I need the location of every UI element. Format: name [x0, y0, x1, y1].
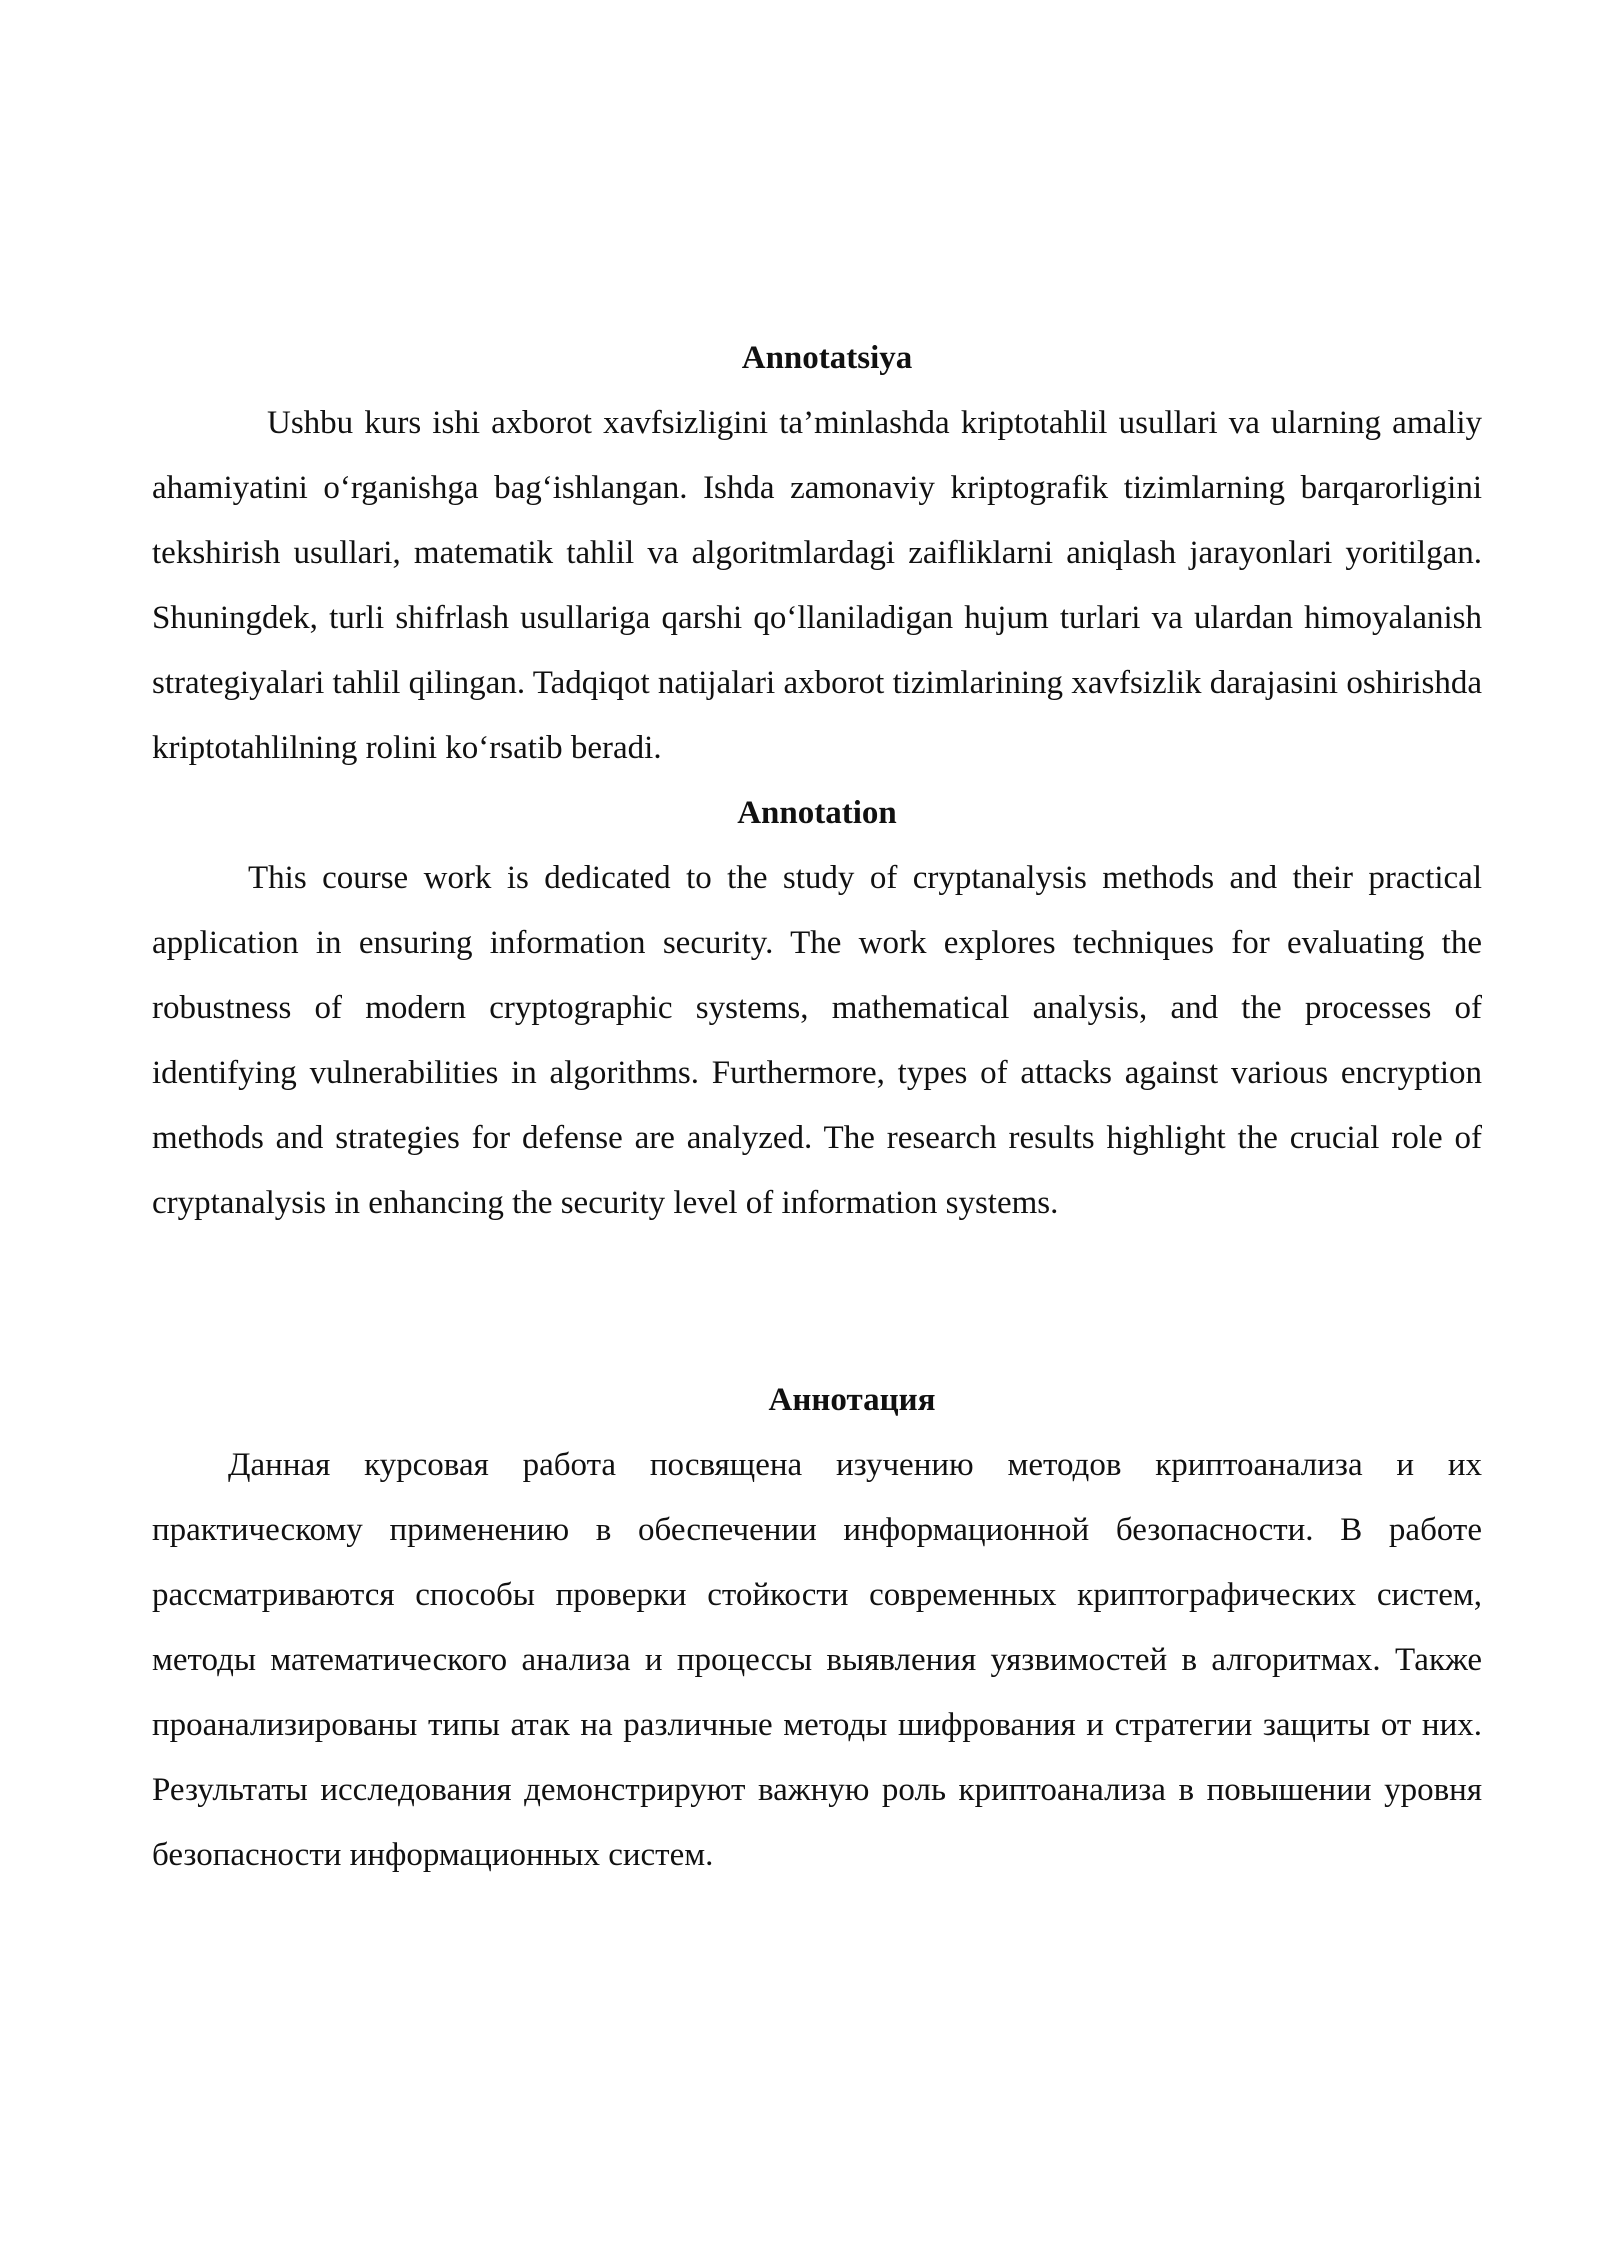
annotation-english-section	[152, 781, 1482, 1236]
annotation-uzbek-heading: Annotatsiya	[741, 340, 913, 376]
annotation-uzbek-section	[152, 326, 1482, 781]
annotation-russian-heading: Аннотация	[768, 1382, 936, 1418]
annotation-english-heading: Annotation	[737, 795, 897, 831]
annotation-russian-section	[152, 1368, 1482, 1888]
annotation-uzbek-body: Ushbu kurs ishi axborot xavfsizligini ta’minlashda kriptotahlil usullari va ularning amaliy ahamiyatini o‘rganishga bag‘ishlangan. Ishda zamonaviy kriptografik tizimlarning barqarorligini tekshirish usullari, matematik tahlil va algoritmlardagi zaifliklarni aniqlash jarayonlari yoritilgan. Shuningdek, turli shifrlash usullariga qarshi qo‘llaniladigan hujum turlari va ulardan himoyalanish strategiyalari tahlil qilingan. Tadqiqot natijalari axborot tizimlarining xavfsizlik darajasini oshirishda kriptotahlilning rolini ko‘rsatib beradi.	[152, 405, 1482, 766]
annotation-english-body: This course work is dedicated to the study of cryptanalysis methods and their practical application in ensuring information security. The work explores techniques for evaluating the robustness of modern cryptographic systems, mathematical analysis, and the processes of identifying vulnerabilities in algorithms. Furthermore, types of attacks against various encryption methods and strategies for defense are analyzed. The research results highlight the crucial role of cryptanalysis in enhancing the security level of information systems.	[152, 860, 1482, 1221]
annotation-russian-body: Данная курсовая работа посвящена изучению методов криптоанализа и их практическому применению в обеспечении информационной безопасности. В работе рассматриваются способы проверки стойкости современных криптографических систем, методы математического анализа и процессы выявления уязвимостей в алгоритмах. Также проанализированы типы атак на различные методы шифрования и стратегии защиты от них. Результаты исследования демонстрируют важную роль криптоанализа в повышении уровня безопасности информационных систем.	[152, 1447, 1482, 1873]
